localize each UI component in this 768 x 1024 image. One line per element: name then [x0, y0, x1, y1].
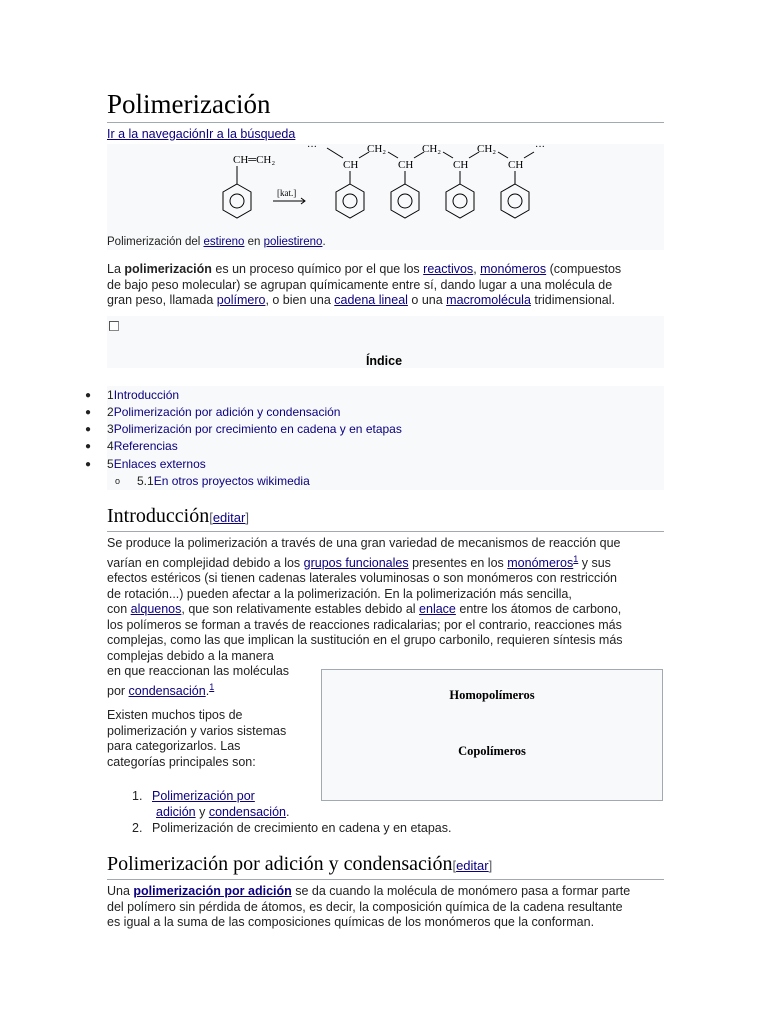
- text: (compuestos: [546, 262, 622, 276]
- styrene-link[interactable]: estireno: [203, 236, 245, 248]
- styrene-polymerization-diagram: [215, 144, 555, 236]
- monomer-formula: CH═CH₂: [233, 154, 276, 166]
- section-heading-adicion: [107, 852, 664, 880]
- toc-item-wikimedia[interactable]: [137, 474, 310, 488]
- text-line: para categorizarlos. Las: [107, 739, 241, 753]
- grupos-funcionales-link[interactable]: grupos funcionales: [303, 555, 409, 570]
- polystyrene-link[interactable]: poliestireno: [263, 236, 323, 248]
- edit-link[interactable]: editar: [456, 858, 489, 873]
- text-line: del polímero sin pérdida de átomos, es decir, la composición química de la cadena resultante: [107, 899, 623, 914]
- text: entre los átomos de carbono,: [455, 602, 622, 617]
- jump-links: [107, 127, 295, 141]
- toc-item-referencias[interactable]: [107, 439, 178, 453]
- caption-text: Polimerización del: [107, 236, 204, 248]
- chain-dots-left: ···: [307, 144, 317, 153]
- bold-term: polimerización: [124, 262, 212, 276]
- text: varían en complejidad debido a los: [107, 555, 304, 570]
- text: se da cuando la molécula de monómero pasa a formar parte: [291, 884, 631, 898]
- text-line: Se produce la polimerización a través de una gran variedad de mecanismos de reacción que: [107, 536, 621, 550]
- bracket: ]: [245, 510, 249, 525]
- text-line: complejas, como las que implican la sustitución en el grupo carbonilo, requieren síntesis más: [107, 633, 623, 648]
- macromolecula-link[interactable]: macromolécula: [446, 293, 531, 307]
- adicion-link[interactable]: adición: [156, 804, 196, 819]
- caption-text: .: [322, 236, 326, 248]
- toc-item-adicion[interactable]: [107, 405, 340, 419]
- text: La: [107, 262, 125, 276]
- catalyst-label: [kat.]: [277, 188, 297, 198]
- edit-link[interactable]: editar: [212, 510, 246, 525]
- condensacion-link[interactable]: condensación: [208, 804, 286, 819]
- text: ,: [473, 262, 481, 276]
- bullet-icon: ●: [85, 424, 92, 435]
- ch2-label: CH₂: [422, 144, 442, 155]
- list-number: 1.: [132, 789, 143, 803]
- toc-num: 5: [107, 457, 114, 471]
- caption-text: en: [244, 236, 264, 248]
- toc-num: 1: [107, 388, 114, 402]
- polymer-types-box: [321, 669, 663, 801]
- text-line: efectos estéricos (si tienen cadenas laterales voluminosas o son monómeros con restricción: [107, 571, 617, 586]
- bullet-icon: ●: [85, 407, 92, 418]
- text-line: de rotación...) pueden afectar a la polimerización. En la polimerización más sencilla,: [107, 586, 572, 601]
- toc-item-crecimiento[interactable]: [107, 422, 402, 436]
- reference-link[interactable]: 1: [209, 681, 215, 692]
- text-line: categorías principales son:: [107, 754, 256, 769]
- polimerizacion-por-adicion-link[interactable]: polimerización por adición: [133, 884, 292, 898]
- toc-item-enlaces[interactable]: [107, 457, 206, 471]
- jump-to-navigation-link[interactable]: Ir a la navegación: [107, 127, 206, 141]
- text: , o bien una: [265, 293, 335, 307]
- polimero-link[interactable]: polímero: [216, 293, 266, 307]
- text: es un proceso químico por el que los: [211, 262, 424, 276]
- toc-num: 3: [107, 422, 114, 436]
- adicion-paragraph: [107, 884, 667, 931]
- bracket: [: [209, 510, 213, 525]
- toc-label: Polimerización por crecimiento en cadena y en etapas: [113, 422, 402, 436]
- ch2-label: CH₂: [367, 144, 387, 155]
- toc-item-introduccion[interactable]: [107, 388, 179, 402]
- bullet-icon: ●: [85, 390, 92, 401]
- monomeros-link[interactable]: monómeros: [480, 262, 547, 276]
- text-line: complejas debido a la manera: [107, 648, 274, 663]
- text: por: [107, 683, 129, 698]
- page-title: Polimerización: [107, 88, 664, 123]
- chain-dots-right: ···: [535, 144, 545, 153]
- cadena-lineal-link[interactable]: cadena lineal: [334, 293, 408, 307]
- text-line: en que reaccionan las moléculas: [107, 664, 290, 679]
- heading-text: Introducción: [107, 505, 210, 527]
- text-line: polimerización y varios sistemas: [107, 723, 287, 738]
- text: gran peso, llamada: [107, 293, 217, 307]
- toc-label: En otros proyectos wikimedia: [153, 474, 310, 488]
- text: con: [107, 602, 131, 617]
- heading-text: Polimerización por adición y condensación: [107, 853, 453, 875]
- text-line: de bajo peso molecular) se agrupan químicamente entre sí, dando lugar a una molécula de: [107, 277, 613, 292]
- polimerizacion-por-adicion-link[interactable]: Polimerización por: [152, 789, 255, 803]
- text: , que son relativamente estables debido al: [181, 602, 420, 617]
- ch2-label: CH₂: [477, 144, 497, 155]
- text: .: [205, 683, 210, 698]
- toc-label: Introducción: [113, 388, 180, 402]
- section-heading-introduccion: [107, 504, 664, 532]
- toc-title: Índice: [365, 354, 403, 368]
- toc-num: 2: [107, 405, 114, 419]
- text: .: [285, 804, 290, 819]
- text: y: [195, 804, 209, 819]
- text-line: es igual a la suma de las composiciones químicas de los monómeros que la conforman.: [107, 915, 595, 929]
- ch-label: CH: [398, 159, 414, 171]
- enlace-link[interactable]: enlace: [419, 602, 456, 617]
- reference-link[interactable]: 1: [573, 553, 579, 564]
- list-number: 2.: [132, 821, 143, 835]
- condensacion-link[interactable]: condensación: [128, 683, 206, 698]
- sub-bullet-icon: o: [115, 476, 121, 486]
- alquenos-link[interactable]: alquenos: [130, 602, 182, 617]
- toc-label: Enlaces externos: [113, 457, 206, 471]
- bracket: ]: [488, 858, 493, 873]
- copolimeros-label: Copolímeros: [458, 744, 526, 758]
- intro-paragraph: [107, 262, 667, 309]
- edit-section: [452, 858, 492, 873]
- jump-to-search-link[interactable]: Ir a la búsqueda: [205, 127, 296, 141]
- text: tridimensional.: [530, 293, 615, 307]
- toc-num: 4: [107, 439, 114, 453]
- bullet-icon: ●: [85, 459, 92, 470]
- text: y sus: [578, 555, 611, 570]
- homopolimeros-label: Homopolímeros: [449, 688, 535, 702]
- ch-label: CH: [453, 159, 469, 171]
- reactivos-link[interactable]: reactivos: [423, 262, 474, 276]
- bullet-icon: ●: [85, 441, 92, 452]
- text: presentes en los: [408, 555, 508, 570]
- edit-section: [209, 510, 249, 525]
- ch-label: CH: [508, 159, 524, 171]
- ch-label: CH: [343, 159, 359, 171]
- text: Una: [107, 884, 134, 898]
- toc-label: Polimerización por adición y condensación: [113, 405, 341, 419]
- toc-num: 5.1: [137, 474, 154, 488]
- figure-caption: [107, 236, 326, 248]
- text: o una: [407, 293, 447, 307]
- categories-paragraph: [107, 708, 317, 770]
- text-line: los polímeros se forman a través de reacciones radicalarias; por el contrario, reacciones más: [107, 617, 622, 632]
- toc-toggle-icon[interactable]: [109, 321, 119, 331]
- monomeros-link[interactable]: monómeros: [507, 555, 574, 570]
- list-item-crecimiento: Polimerización de crecimiento en cadena y en etapas.: [152, 821, 452, 835]
- bracket: [: [452, 858, 457, 873]
- list-item-adicion-condensacion: [152, 789, 289, 820]
- text-line: Existen muchos tipos de: [107, 708, 243, 722]
- toc-label: Referencias: [113, 439, 178, 453]
